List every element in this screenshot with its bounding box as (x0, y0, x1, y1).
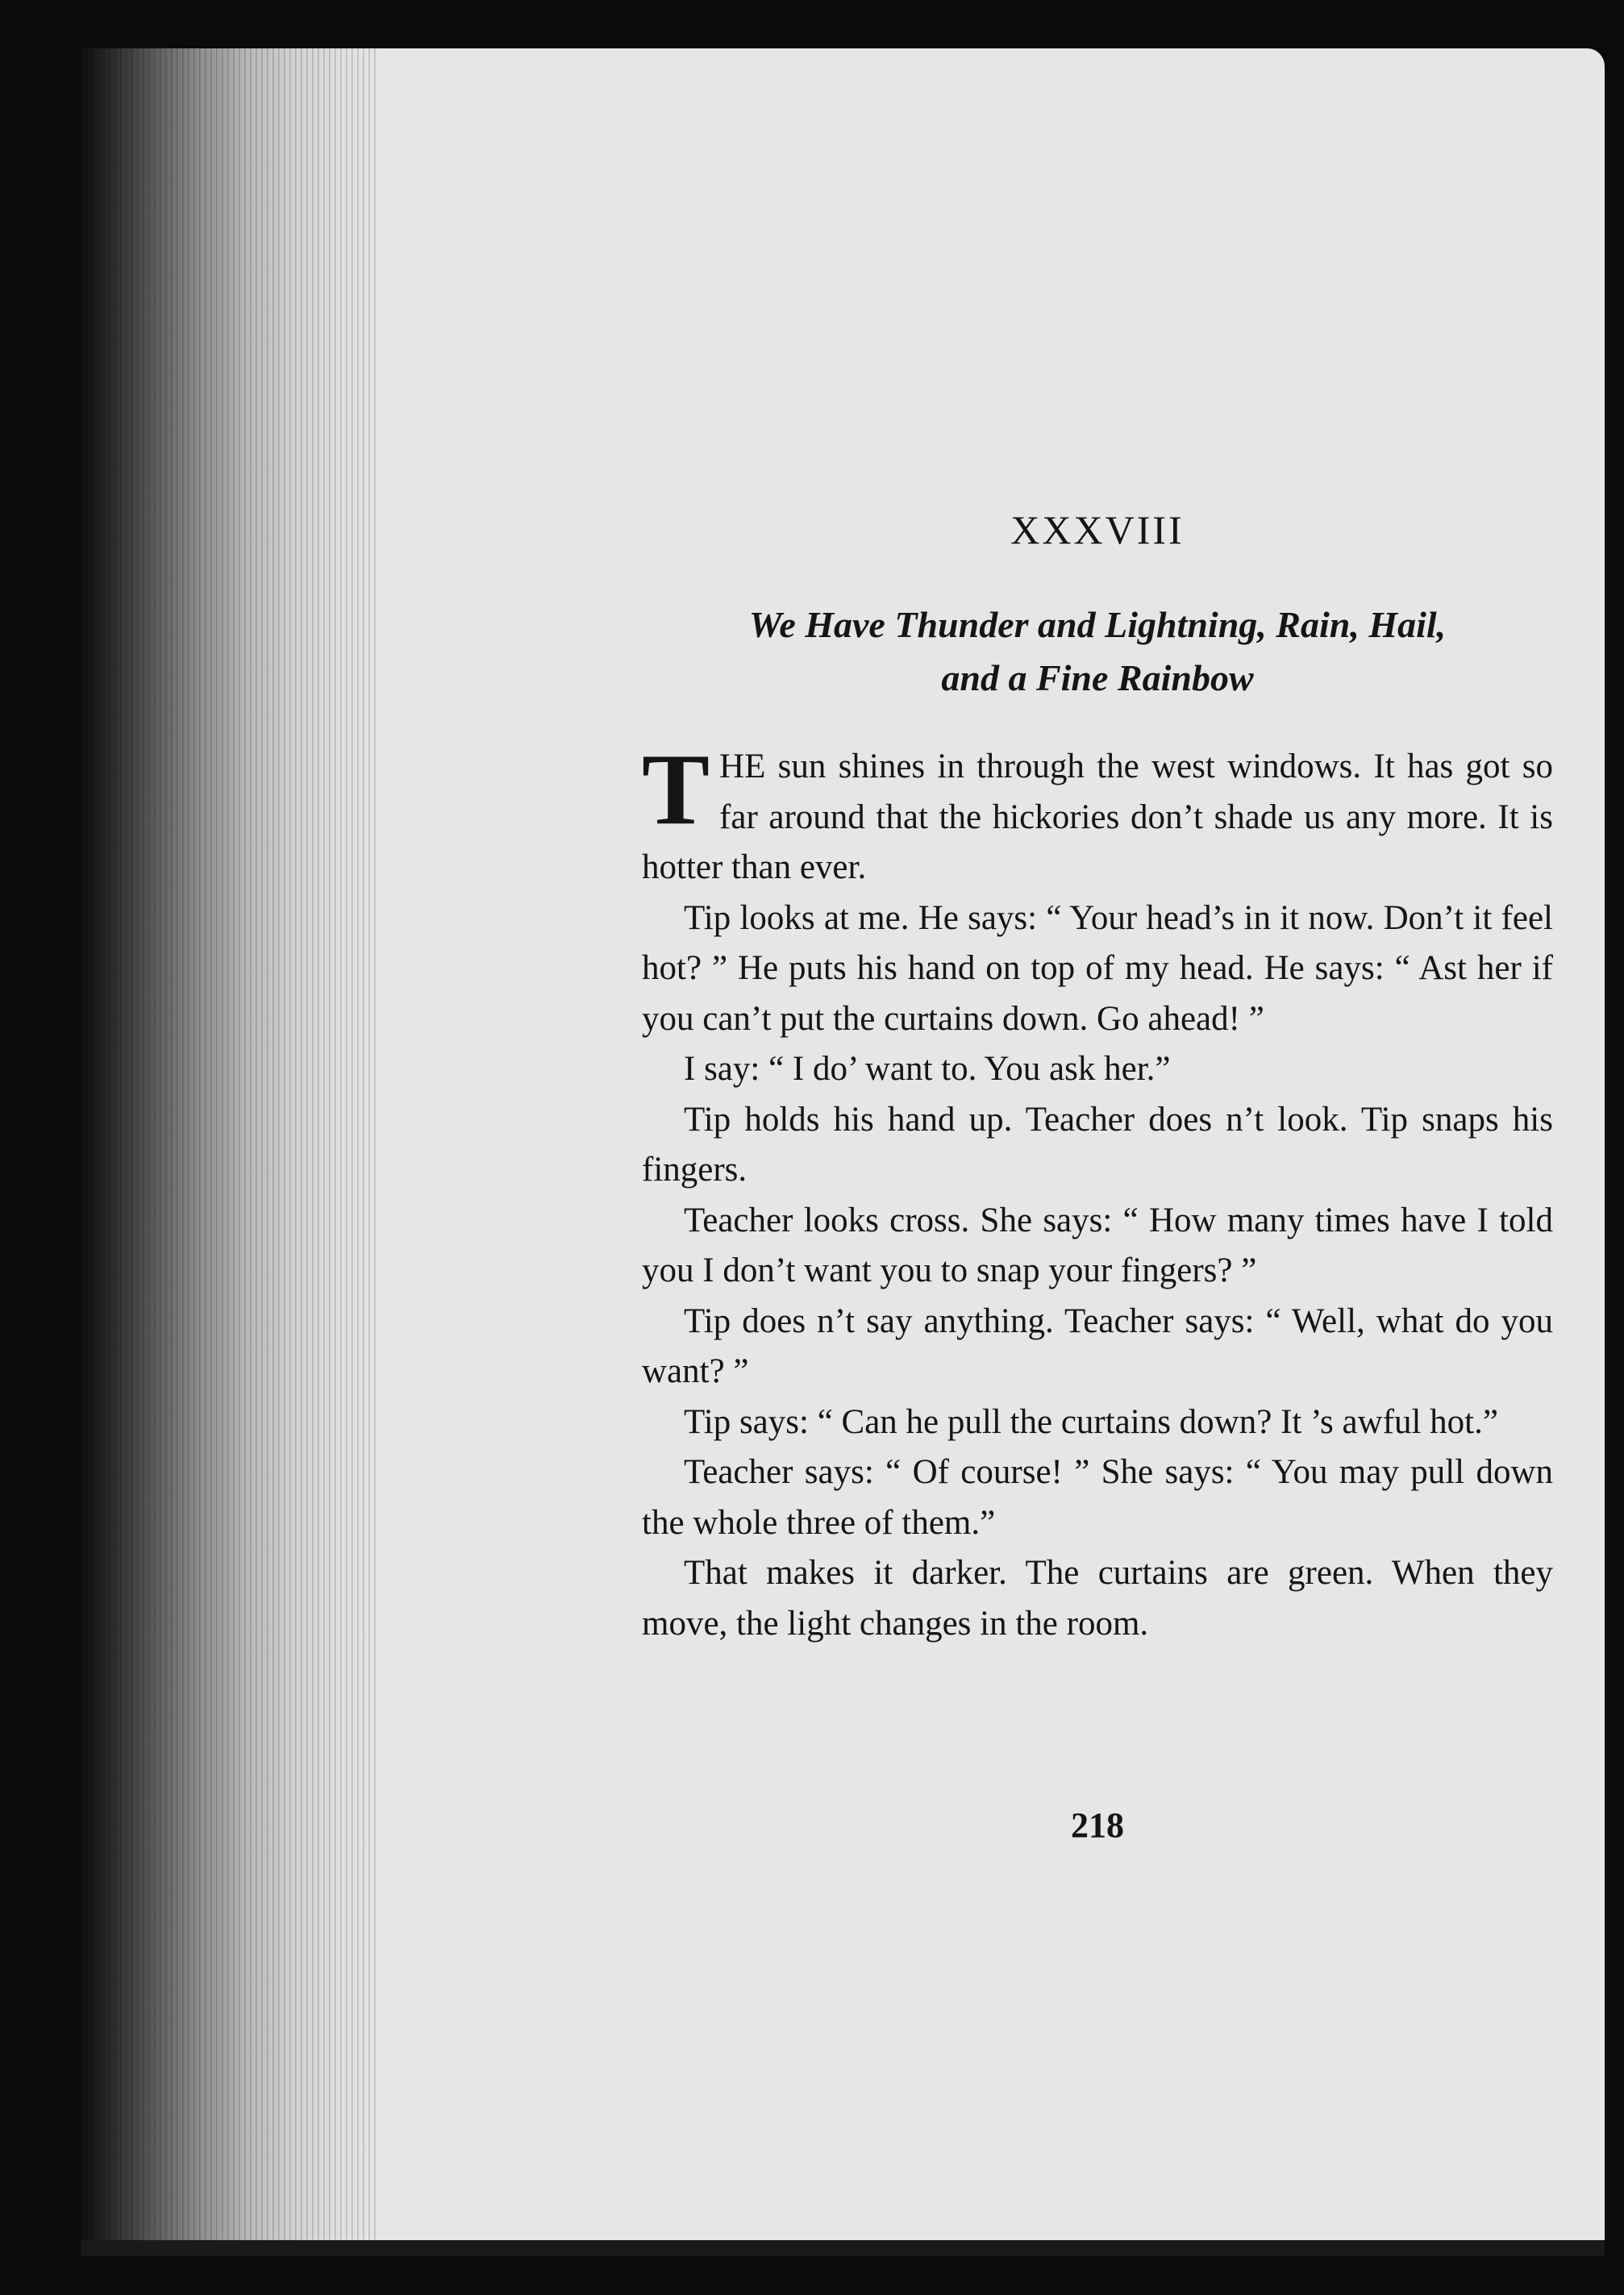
chapter-body (642, 734, 1553, 1649)
chapter-title-line-2: and a Fine Rainbow (941, 657, 1254, 698)
paragraph-1-text: HE sun shines in through the west windows. It has got so far around that the hickories don’t shade us any more. It is hotter than ever. (642, 748, 1553, 886)
page-bottom-shadow (81, 2240, 1605, 2256)
book-page-edges (81, 48, 387, 2242)
chapter-title-line-1: We Have Thunder and Lightning, Rain, Hail, (748, 604, 1447, 645)
paragraph-4: Tip holds his hand up. Teacher does n’t look. Tip snaps his fingers. (642, 1100, 1553, 1189)
paragraph-3: I say: “ I do’ want to. You ask her.” (684, 1050, 1171, 1088)
paragraph-1 (642, 734, 1553, 893)
paragraph-7: Tip says: “ Can he pull the curtains down? It ’s awful hot.” (684, 1402, 1498, 1441)
paragraph-5: Teacher looks cross. She says: “ How many times have I told you I don’t want you to snap your fingers? ” (642, 1201, 1553, 1289)
chapter-title (642, 598, 1553, 705)
paragraph-2: Tip looks at me. He says: “ Your head’s in it now. Don’t it feel hot? ” He puts his hand on top of my head. He says: “ Ast her if you can’t put the curtains down. Go ahead! ” (642, 898, 1553, 1038)
paragraph-6: Tip does n’t say anything. Teacher says: “ Well, what do you want? ” (642, 1302, 1553, 1390)
paragraph-8: Teacher says: “ Of course! ” She says: “ You may pull down the whole three of them.” (642, 1453, 1553, 1542)
page-number: 218 (1071, 1806, 1124, 1845)
drop-cap: T (642, 734, 710, 846)
paragraph-9: That makes it darker. The curtains are green. When they move, the light changes in the room. (642, 1554, 1553, 1643)
chapter-number: XXXVIII (1010, 507, 1185, 552)
